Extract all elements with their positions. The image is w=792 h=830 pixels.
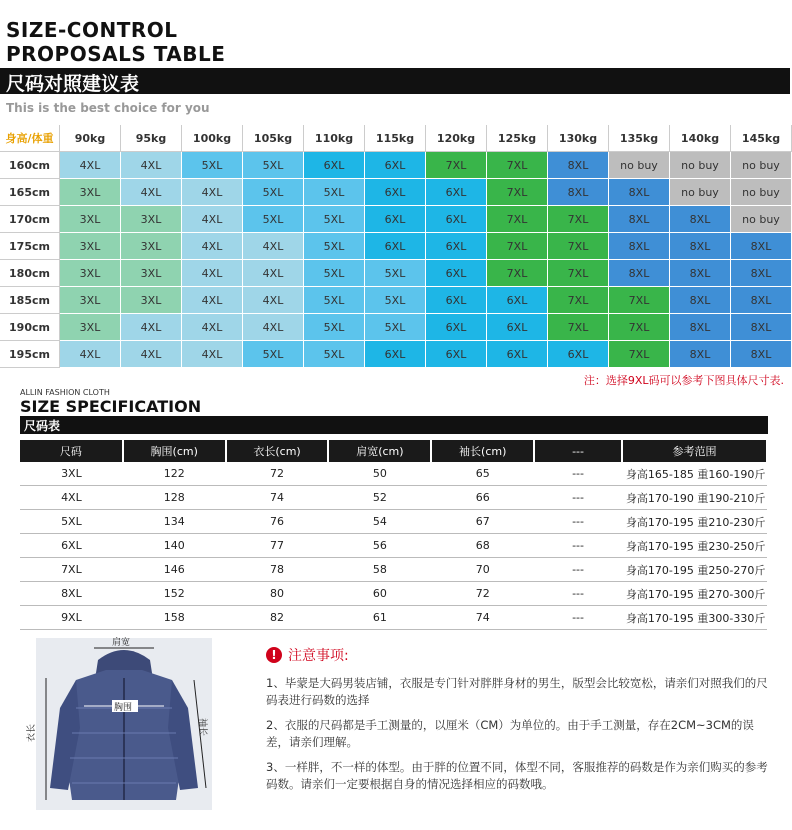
size-cell: 5XL [304, 341, 365, 368]
spec-cell: 122 [123, 462, 226, 486]
height-header: 190cm [0, 314, 60, 341]
spec-cell: 65 [431, 462, 534, 486]
height-header: 185cm [0, 287, 60, 314]
spec-header-cell: 衣长(cm) [226, 440, 329, 462]
size-cell: 5XL [365, 314, 426, 341]
spec-cell: 146 [123, 558, 226, 582]
size-cell: 8XL [731, 233, 792, 260]
spec-header-cell: 胸围(cm) [123, 440, 226, 462]
size-cell: 4XL [182, 260, 243, 287]
size-cell: 7XL [487, 179, 548, 206]
spec-cell: --- [534, 462, 622, 486]
spec-cell: 67 [431, 510, 534, 534]
weight-header: 95kg [121, 125, 182, 152]
size-cell: 7XL [548, 287, 609, 314]
spec-cell: 52 [328, 486, 431, 510]
shoulder-label: 肩宽 [112, 638, 131, 648]
size-cell: 5XL [304, 233, 365, 260]
table-row [20, 510, 767, 534]
spec-cell: 74 [431, 606, 534, 630]
cn-title: 尺码对照建议表 [6, 73, 140, 95]
spec-cell: --- [534, 606, 622, 630]
size-cell: 6XL [365, 206, 426, 233]
spec-cell: 5XL [20, 510, 123, 534]
size-cell: 4XL [121, 314, 182, 341]
title-line1: SIZE-CONTROL [6, 18, 178, 42]
spec-cell: --- [534, 486, 622, 510]
spec-cell: 74 [226, 486, 329, 510]
height-header: 195cm [0, 341, 60, 368]
spec-bar [20, 416, 768, 434]
size-cell: 6XL [426, 260, 487, 287]
size-cell: 5XL [304, 260, 365, 287]
spec-header-cell: 袖长(cm) [431, 440, 534, 462]
size-cell: 6XL [365, 152, 426, 179]
weight-header: 130kg [548, 125, 609, 152]
size-cell: 3XL [60, 314, 121, 341]
size-spec-table [20, 440, 768, 630]
size-cell: 6XL [365, 179, 426, 206]
size-note: 注：选择9XL码可以参考下图具体尺寸表. [583, 374, 784, 387]
size-cell: 6XL [426, 179, 487, 206]
size-cell: 5XL [304, 287, 365, 314]
spec-cell: 7XL [20, 558, 123, 582]
spec-bar-label: 尺码表 [24, 419, 61, 433]
spec-title: SIZE SPECIFICATION [20, 397, 202, 416]
size-cell: 5XL [365, 260, 426, 287]
corner-label: 身高/体重 [0, 125, 60, 152]
height-header: 160cm [0, 152, 60, 179]
size-cell: 7XL [426, 152, 487, 179]
size-cell: 7XL [609, 341, 670, 368]
size-cell: 4XL [60, 152, 121, 179]
size-cell: 8XL [670, 260, 731, 287]
size-cell: 6XL [426, 314, 487, 341]
spec-cell: 70 [431, 558, 534, 582]
size-cell: 7XL [548, 206, 609, 233]
spec-cell: 6XL [20, 534, 123, 558]
size-cell: 6XL [426, 287, 487, 314]
size-cell: 4XL [243, 314, 304, 341]
subtitle: This is the best choice for you [6, 101, 210, 115]
spec-cell: 3XL [20, 462, 123, 486]
size-cell: 3XL [60, 206, 121, 233]
size-proposal-grid [0, 125, 790, 367]
spec-cell: 身高170-195 重210-230斤 [622, 510, 767, 534]
size-cell: 4XL [182, 314, 243, 341]
size-cell: 4XL [243, 233, 304, 260]
spec-cell: 134 [123, 510, 226, 534]
size-cell: no buy [731, 206, 792, 233]
size-cell: 4XL [121, 152, 182, 179]
spec-cell: 8XL [20, 582, 123, 606]
size-cell: 8XL [731, 287, 792, 314]
size-cell: 7XL [609, 287, 670, 314]
size-cell: no buy [731, 179, 792, 206]
size-cell: 6XL [304, 152, 365, 179]
table-row [20, 534, 767, 558]
size-cell: 3XL [60, 179, 121, 206]
size-cell: 8XL [670, 287, 731, 314]
weight-header: 105kg [243, 125, 304, 152]
spec-cell: 54 [328, 510, 431, 534]
size-cell: 6XL [487, 314, 548, 341]
spec-cell: 82 [226, 606, 329, 630]
size-cell: 7XL [548, 260, 609, 287]
size-cell: 6XL [365, 233, 426, 260]
spec-header-cell: 肩宽(cm) [328, 440, 431, 462]
size-cell: 5XL [243, 341, 304, 368]
chest-label: 胸围 [114, 703, 133, 713]
spec-cell: --- [534, 558, 622, 582]
spec-cell: 身高170-195 重300-330斤 [622, 606, 767, 630]
spec-cell: 140 [123, 534, 226, 558]
size-cell: 8XL [731, 341, 792, 368]
size-cell: 8XL [548, 179, 609, 206]
weight-header: 140kg [670, 125, 731, 152]
size-cell: 4XL [243, 287, 304, 314]
notes-section [266, 645, 776, 801]
spec-cell: 56 [328, 534, 431, 558]
brand-label: ALLIN FASHION CLOTH [20, 388, 110, 397]
size-cell: 5XL [243, 179, 304, 206]
jacket-image [27, 638, 212, 810]
size-cell: 3XL [60, 287, 121, 314]
spec-cell: 身高170-195 重230-250斤 [622, 534, 767, 558]
size-cell: 3XL [60, 260, 121, 287]
size-cell: 8XL [609, 206, 670, 233]
height-header: 165cm [0, 179, 60, 206]
spec-cell: 身高170-195 重250-270斤 [622, 558, 767, 582]
table-row [20, 582, 767, 606]
weight-header: 100kg [182, 125, 243, 152]
height-header: 170cm [0, 206, 60, 233]
size-cell: 5XL [182, 152, 243, 179]
spec-header-cell: --- [534, 440, 622, 462]
note-item-3: 3、一样胖，不一样的体型。由于胖的位置不同，体型不同，客服推荐的码数是作为亲们购买的参考码数。请亲们一定要根据自身的情况选择相应的码数哦。 [266, 760, 768, 791]
size-cell: 8XL [731, 314, 792, 341]
weight-header: 145kg [731, 125, 792, 152]
spec-cell: 66 [431, 486, 534, 510]
cn-title-bar [0, 68, 790, 94]
size-cell: 6XL [426, 341, 487, 368]
size-cell: 5XL [304, 179, 365, 206]
spec-cell: 50 [328, 462, 431, 486]
warning-icon: ! [266, 647, 282, 663]
size-cell: no buy [731, 152, 792, 179]
size-cell: 7XL [487, 233, 548, 260]
spec-cell: 158 [123, 606, 226, 630]
size-cell: 7XL [548, 233, 609, 260]
table-row [20, 606, 767, 630]
size-cell: no buy [670, 152, 731, 179]
weight-header: 120kg [426, 125, 487, 152]
spec-cell: 80 [226, 582, 329, 606]
notes-title: 注意事项: [288, 648, 349, 664]
note-item-2: 2、衣服的尺码都是手工测量的，以厘米（CM）为单位的。由于手工测量，存在2CM~3CM的误差，请亲们理解。 [266, 718, 754, 749]
size-cell: 4XL [182, 206, 243, 233]
size-cell: 8XL [670, 314, 731, 341]
size-cell: 6XL [548, 341, 609, 368]
size-cell: 7XL [548, 314, 609, 341]
table-row [20, 462, 767, 486]
spec-cell: --- [534, 534, 622, 558]
size-cell: 4XL [182, 287, 243, 314]
size-cell: 4XL [182, 179, 243, 206]
size-cell: 8XL [670, 206, 731, 233]
size-cell: 4XL [121, 341, 182, 368]
spec-cell: 72 [431, 582, 534, 606]
weight-header: 90kg [60, 125, 121, 152]
size-cell: 5XL [243, 206, 304, 233]
size-cell: 7XL [609, 314, 670, 341]
size-cell: 5XL [243, 152, 304, 179]
size-cell: 3XL [121, 233, 182, 260]
size-cell: 5XL [304, 206, 365, 233]
title-line2: PROPOSALS TABLE [6, 42, 226, 66]
spec-cell: 4XL [20, 486, 123, 510]
size-cell: 6XL [426, 206, 487, 233]
weight-header: 115kg [365, 125, 426, 152]
spec-header-cell: 尺码 [20, 440, 123, 462]
size-cell: 7XL [487, 152, 548, 179]
size-cell: 3XL [60, 233, 121, 260]
spec-cell: 58 [328, 558, 431, 582]
spec-header-row [20, 440, 767, 462]
size-cell: 4XL [60, 341, 121, 368]
weight-header: 110kg [304, 125, 365, 152]
size-cell: 3XL [121, 260, 182, 287]
size-cell: 8XL [609, 233, 670, 260]
size-cell: 4XL [121, 179, 182, 206]
size-cell: 6XL [426, 233, 487, 260]
size-cell: 7XL [487, 206, 548, 233]
spec-cell: --- [534, 582, 622, 606]
weight-header: 125kg [487, 125, 548, 152]
table-row [20, 486, 767, 510]
size-cell: 6XL [365, 341, 426, 368]
spec-cell: 61 [328, 606, 431, 630]
size-cell: 6XL [487, 341, 548, 368]
spec-header-cell: 参考范围 [622, 440, 767, 462]
size-cell: 3XL [121, 287, 182, 314]
jacket-illustration [27, 638, 212, 810]
spec-cell: 72 [226, 462, 329, 486]
size-cell: 8XL [670, 341, 731, 368]
size-cell: 8XL [609, 260, 670, 287]
size-cell: 8XL [731, 260, 792, 287]
spec-cell: 9XL [20, 606, 123, 630]
size-cell: 6XL [487, 287, 548, 314]
size-cell: 8XL [609, 179, 670, 206]
size-cell: 5XL [365, 287, 426, 314]
note-item-1: 1、毕蒙是大码男装店铺，衣服是专门针对胖胖身材的男生，版型会比较宽松，请亲们对照我们的尺码表进行码数的选择 [266, 676, 768, 707]
spec-cell: 77 [226, 534, 329, 558]
size-cell: 3XL [121, 206, 182, 233]
notes-header [266, 645, 776, 665]
size-cell: no buy [609, 152, 670, 179]
size-cell: no buy [670, 179, 731, 206]
height-header: 180cm [0, 260, 60, 287]
spec-cell: --- [534, 510, 622, 534]
size-cell: 8XL [548, 152, 609, 179]
spec-cell: 身高165-185 重160-190斤 [622, 462, 767, 486]
spec-cell: 76 [226, 510, 329, 534]
spec-cell: 78 [226, 558, 329, 582]
height-header: 175cm [0, 233, 60, 260]
size-cell: 4XL [182, 341, 243, 368]
size-cell: 4XL [243, 260, 304, 287]
weight-header: 135kg [609, 125, 670, 152]
length-label: 衣长 [27, 723, 37, 742]
size-cell: 8XL [670, 233, 731, 260]
sleeve-label: 袖长 [197, 718, 207, 737]
size-cell: 5XL [304, 314, 365, 341]
size-cell: 4XL [182, 233, 243, 260]
spec-cell: 68 [431, 534, 534, 558]
spec-cell: 128 [123, 486, 226, 510]
spec-cell: 152 [123, 582, 226, 606]
spec-cell: 60 [328, 582, 431, 606]
spec-cell: 身高170-195 重270-300斤 [622, 582, 767, 606]
size-cell: 7XL [487, 260, 548, 287]
spec-cell: 身高170-190 重190-210斤 [622, 486, 767, 510]
table-row [20, 558, 767, 582]
